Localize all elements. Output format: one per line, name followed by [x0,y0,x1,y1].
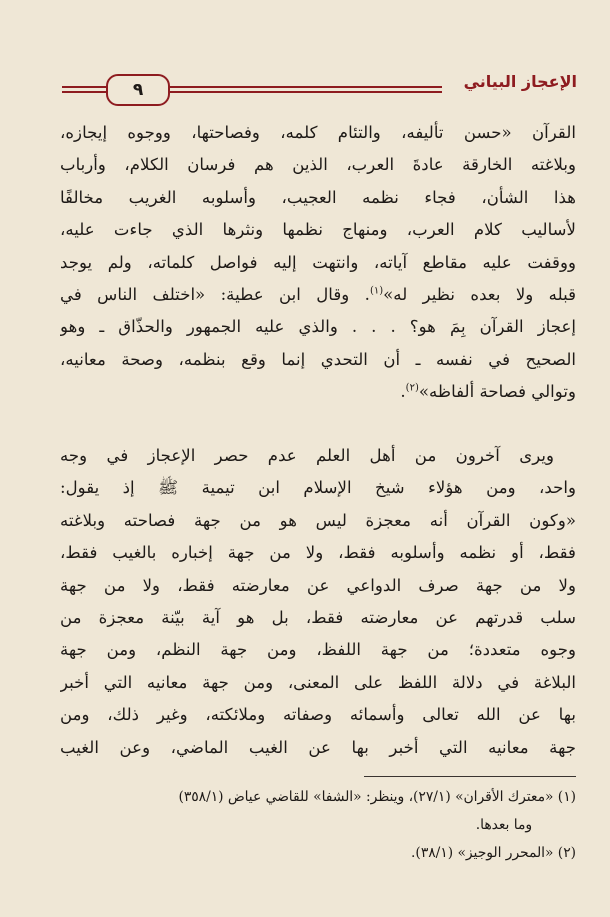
text-line: وجوه متعددة؛ من جهة اللفظ، ومن جهة النظم، ومن جهة [60,640,576,660]
text-line: «وكون القرآن أنه معجزة ليس هو من جهة فصاحته وبلاغته [60,510,576,530]
text-line: ووقفت عليه مقاطع آياته، وانتهت إليه فواصل كلماته، ولم يوجد [60,252,576,272]
footnote-separator [364,776,576,777]
page-number: ٩ [106,74,170,106]
running-title: الإعجاز البياني [463,72,577,91]
footnote-ref-1: (١) [369,285,384,297]
text-line-with-ref [60,376,576,408]
text-line: القرآن «حسن تأليفه، والتئام كلمه، وفصاحتها، ووجوه إيجازه، [60,123,576,142]
text-segment: . وقال ابن عطية: «اختلف الناس في [60,284,370,304]
text-line: واحد، ومن هؤلاء شيخ الإسلام ابن تيمية ﷺ إذ يقول: [60,478,576,498]
text-line: ويرى آخرون من أهل العلم عدم حصر الإعجاز في وجه [60,446,554,465]
text-line: سلب قدرتهم عن معارضته فقط، بل هو آية بيّنة معجزة من [60,607,576,627]
footnote-2: (٢) «المحرر الوجيز» (٣٨/١). [411,845,576,861]
text-line: بها عن الله تعالى وأسمائه وصفاته وملائكته، وغير ذلك، ومن [60,705,576,725]
footnote-ref-2: (٢) [405,382,419,394]
text-segment: وتوالي فصاحة ألفاظه» [418,382,576,402]
text-segment: . [400,382,406,402]
paragraph-2 [60,440,576,764]
page-header [62,70,577,108]
text-line: إعجاز القرآن بِمَ هو؟ . . . والذي عليه الجمهور والحذّاق ـ وهو [60,317,576,337]
footnote-1-continuation: وما بعدها. [475,817,532,833]
text-line: وبلاغته الخارقة عادةَ العرب، الذين هم فرسان الكلام، وأرباب [60,155,576,175]
text-segment: قبله ولا بعده نظير له» [383,284,576,304]
text-line: لأساليب كلام العرب، ومنهاج نظمها ونثرها الذي جاءت عليه، [60,220,576,240]
text-line: فقط، أو نظمه وأسلوبه فقط، ولا من جهة إخباره بالغيب فقط، [60,543,576,563]
text-line: ولا من جهة صرف الدواعي عن معارضته فقط، ولا من جهة [60,575,576,595]
text-line: الصحيح في نفسه ـ أن التحدي إنما وقع بنظمه، وصحة معانيه، [60,349,576,369]
footnote-1: (١) «معترك الأقران» (٢٧/١)، وينظر: «الشفا» للقاضي عياض (٣٥٨/١) [178,789,576,805]
text-line: البلاغة في دلالة اللفظ على المعنى، ومن جهة معانيه التي أخبر [60,672,576,692]
footnotes [60,783,576,867]
text-line-with-ref [60,279,576,311]
paragraph-1 [60,117,576,409]
text-line: جهة معانيه التي أخبر بها عن الغيب الماضي، وعن الغيب [60,737,576,757]
text-line: هذا الشأن، فجاء نظمه العجيب، وأسلوبه الغريب مخالفًا [60,187,576,207]
